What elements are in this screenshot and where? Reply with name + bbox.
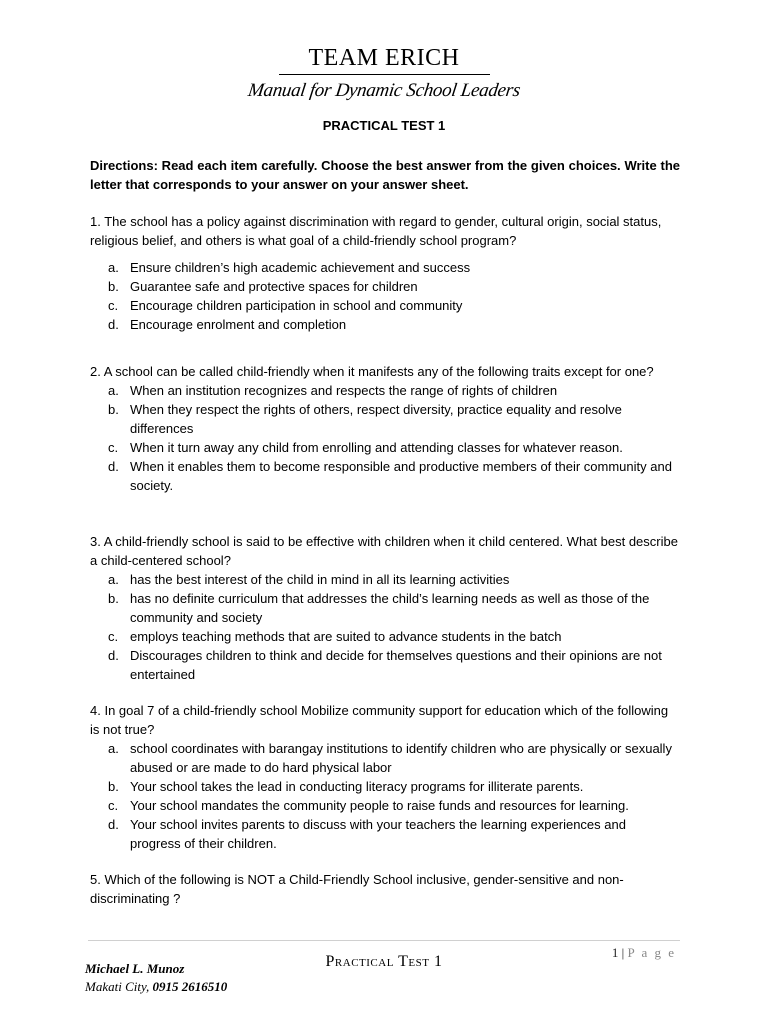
page-separator: | — [621, 945, 625, 960]
question-5 — [90, 870, 680, 908]
choice-letter: c. — [108, 798, 119, 813]
directions: Directions: Read each item carefully. Choose the best answer from the given choices. Write the letter that corresponds to your answer on your answer sheet. — [90, 158, 680, 192]
choice-letter: b. — [108, 279, 119, 294]
choice-item — [90, 381, 680, 400]
choice-list — [90, 381, 680, 495]
choice-item — [90, 277, 680, 296]
author-block — [85, 960, 227, 996]
author-contact — [85, 978, 227, 996]
choice-text: has no definite curriculum that addresses the child’s learning needs as well as those of the community and society — [130, 591, 650, 625]
choice-item — [90, 438, 680, 457]
question-2 — [90, 362, 680, 495]
question-text: 1. The school has a policy against discrimination with regard to gender, cultural origin, social status, religious belief, and others is what goal of a child-friendly school program? — [90, 214, 662, 248]
choice-text: Encourage children participation in school and community — [130, 298, 463, 313]
choice-text: When they respect the rights of others, respect diversity, practice equality and resolve differences — [130, 402, 622, 436]
choice-item — [90, 570, 680, 589]
choice-list — [90, 739, 680, 853]
choice-item — [90, 646, 680, 684]
choice-text: employs teaching methods that are suited to advance students in the batch — [130, 629, 562, 644]
choice-letter: a. — [108, 260, 119, 275]
choice-item — [90, 589, 680, 627]
author-city: Makati City, — [85, 979, 150, 994]
choice-letter: a. — [108, 741, 119, 756]
document-header — [0, 44, 768, 103]
choice-text: When it enables them to become responsible and productive members of their community and society. — [130, 459, 672, 493]
choice-text: Guarantee safe and protective spaces for children — [130, 279, 418, 294]
choice-letter: c. — [108, 298, 119, 313]
choice-text: When it turn away any child from enrolling and attending classes for whatever reason. — [130, 440, 623, 455]
choice-letter: d. — [108, 817, 119, 832]
choice-letter: c. — [108, 629, 119, 644]
choice-letter: d. — [108, 648, 119, 663]
footer-title: Practical Test 1 — [325, 953, 443, 970]
footer-divider — [88, 940, 680, 941]
choice-text: Ensure children’s high academic achievement and success — [130, 260, 471, 275]
choice-item — [90, 400, 680, 438]
author-phone: 0915 2616510 — [152, 979, 228, 994]
brand-subtitle: Manual for Dynamic School Leaders — [246, 80, 522, 101]
choice-item — [90, 296, 680, 315]
choice-text: has the best interest of the child in mind in all its learning activities — [130, 572, 510, 587]
choice-letter: b. — [108, 591, 119, 606]
question-text: 4. In goal 7 of a child-friendly school Mobilize community support for education which of the following is not true? — [90, 703, 669, 737]
choice-text: school coordinates with barangay institutions to identify children who are physically or sexually abused or are made to do hard physical labor — [130, 741, 672, 775]
choice-letter: a. — [108, 572, 119, 587]
choice-text: Your school invites parents to discuss with your teachers the learning experiences and progress of their children. — [130, 817, 626, 851]
choice-list — [90, 258, 680, 334]
choice-item — [90, 777, 680, 796]
choice-text: When an institution recognizes and respects the range of rights of children — [130, 383, 558, 398]
choice-list — [90, 570, 680, 684]
question-text: 2. A school can be called child-friendly when it manifests any of the following traits except for one? — [90, 364, 654, 379]
test-title: PRACTICAL TEST 1 — [322, 118, 446, 133]
brand-title: TEAM ERICH — [279, 44, 490, 75]
choice-text: Discourages children to think and decide for themselves questions and their opinions are not entertained — [130, 648, 662, 682]
choice-item — [90, 258, 680, 277]
choice-letter: a. — [108, 383, 119, 398]
question-1 — [90, 212, 680, 334]
choice-item — [90, 457, 680, 495]
page-number-value: 1 — [611, 945, 619, 960]
choice-text: Your school takes the lead in conducting literacy programs for illiterate parents. — [130, 779, 584, 794]
choice-text: Encourage enrolment and completion — [130, 317, 347, 332]
page-label: P a g e — [627, 945, 676, 960]
question-text: 3. A child-friendly school is said to be effective with children when it child centered. What best describe a child-centered school? — [90, 534, 678, 568]
choice-letter: c. — [108, 440, 119, 455]
choice-letter: d. — [108, 459, 119, 474]
question-3 — [90, 532, 680, 684]
question-4 — [90, 701, 680, 853]
choice-letter: b. — [108, 402, 119, 417]
choice-item — [90, 815, 680, 853]
choice-letter: d. — [108, 317, 119, 332]
choice-letter: b. — [108, 779, 119, 794]
choice-item — [90, 796, 680, 815]
choice-item — [90, 739, 680, 777]
choice-text: Your school mandates the community people to raise funds and resources for learning. — [130, 798, 629, 813]
author-name: Michael L. Munoz — [85, 961, 185, 976]
question-text: 5. Which of the following is NOT a Child-Friendly School inclusive, gender-sensitive and non-discriminating ? — [90, 872, 624, 906]
choice-item — [90, 627, 680, 646]
choice-item — [90, 315, 680, 334]
